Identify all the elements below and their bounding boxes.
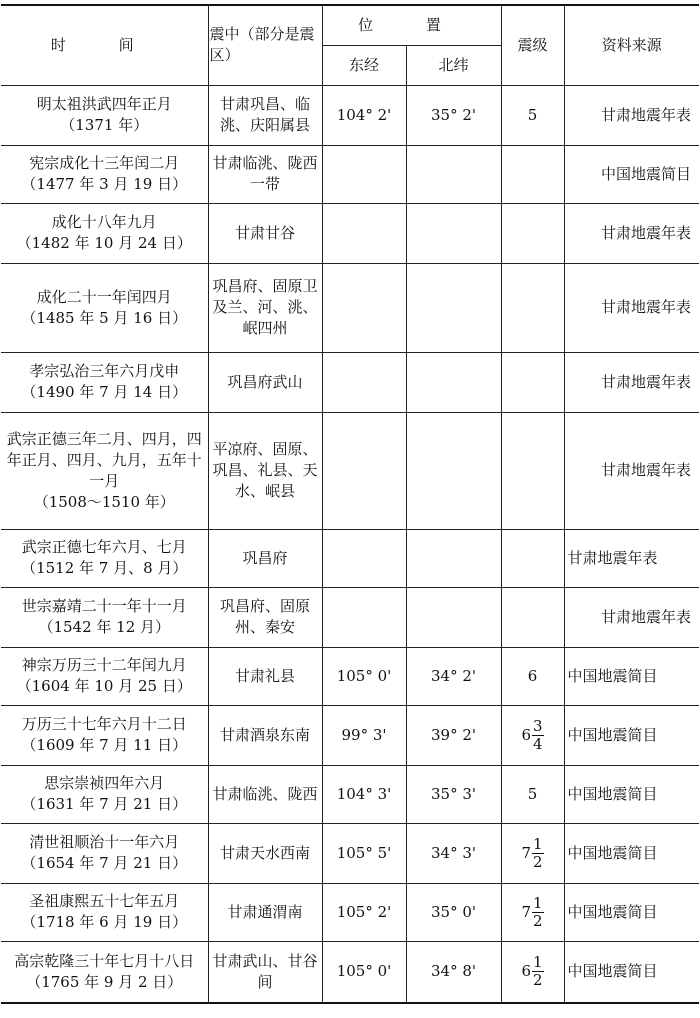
magnitude-cell [501,647,564,705]
table-row [1,765,699,823]
time-date: （1609 年 7 月 11 日） [21,736,188,754]
time-date: （1485 年 5 月 16 日） [21,308,188,327]
source-cell: 中国地震简目 [564,705,699,765]
header-time: 时 间 [1,5,208,85]
time-date: （1718 年 6 月 19 日） [21,913,188,931]
source-cell: 中国地震简目 [564,883,699,941]
time-reign: 世宗嘉靖二十一年十一月 [21,597,187,615]
longitude-cell [322,203,406,263]
latitude-cell [406,412,501,529]
time-reign: 高宗乾隆三十年七月十八日 [14,951,195,970]
time-cell [1,263,208,352]
source-cell: 中国地震简目 [564,145,699,203]
epicenter-cell: 甘肃天水西南 [208,823,322,883]
longitude-cell [322,352,406,412]
time-reign: 思宗崇祯四年六月 [44,774,165,792]
longitude-cell [322,412,406,529]
magnitude-cell [501,412,564,529]
latitude-cell [406,529,501,587]
time-date: （1508～1510 年） [33,492,175,511]
time-reign: 清世祖顺治十一年六月 [29,833,180,851]
epicenter-cell: 巩昌府武山 [208,352,322,412]
epicenter-cell: 甘肃礼县 [208,647,322,705]
time-reign: 神宗万历三十二年闰九月 [21,656,187,674]
table-row [1,412,699,529]
latitude-cell: 35° 0' [406,883,501,941]
latitude-cell [406,203,501,263]
magnitude-fraction [532,954,544,989]
fraction-numerator: 1 [533,834,543,853]
time-reign: 孝宗弘治三年六月戊申 [29,362,180,380]
magnitude-cell [501,587,564,647]
time-date: （1477 年 3 月 19 日） [21,175,188,193]
table-row [1,883,699,941]
magnitude-whole: 5 [527,784,538,803]
magnitude-cell [501,85,564,145]
table-row [1,145,699,203]
epicenter-cell: 甘肃甘谷 [208,203,322,263]
source-cell: 甘肃地震年表 [564,203,699,263]
fraction-denominator: 2 [533,911,543,930]
header-epicenter: 震中（部分是震区） [208,5,322,85]
time-date: （1604 年 10 月 25 日） [16,677,192,695]
magnitude-cell [501,705,564,765]
longitude-cell [322,145,406,203]
header-source: 资料来源 [564,5,699,85]
time-date: （1512 年 7 月、8 月） [21,559,188,577]
epicenter-cell: 甘肃武山、甘谷间 [208,941,322,1003]
time-cell [1,85,208,145]
epicenter-cell: 巩昌府 [208,529,322,587]
table-row [1,587,699,647]
time-cell [1,647,208,705]
magnitude-value [521,954,543,989]
time-reign: 宪宗成化十三年闰二月 [29,154,180,172]
time-cell [1,883,208,941]
source-cell: 甘肃地震年表 [564,529,699,587]
latitude-cell [406,145,501,203]
time-cell [1,705,208,765]
time-date: （1631 年 7 月 21 日） [21,795,188,813]
longitude-cell [322,587,406,647]
table-row [1,647,699,705]
table-row [1,823,699,883]
header-longitude: 东经 [322,45,406,85]
table-row [1,203,699,263]
magnitude-whole: 7 [521,902,531,921]
longitude-cell: 104° 2' [322,85,406,145]
source-cell: 中国地震简目 [564,647,699,705]
latitude-cell: 39° 2' [406,705,501,765]
time-cell [1,587,208,647]
magnitude-cell [501,145,564,203]
magnitude-fraction [532,718,544,753]
table-row [1,705,699,765]
time-cell [1,823,208,883]
magnitude-whole: 5 [527,105,538,124]
source-cell: 甘肃地震年表 [564,587,699,647]
epicenter-cell: 甘肃通渭南 [208,883,322,941]
latitude-cell: 34° 3' [406,823,501,883]
latitude-cell: 35° 3' [406,765,501,823]
source-cell: 中国地震简目 [564,765,699,823]
magnitude-cell [501,941,564,1003]
table-row [1,263,699,352]
time-cell [1,352,208,412]
magnitude-cell [501,352,564,412]
magnitude-whole: 6 [521,725,531,744]
time-reign: 武宗正德七年六月、七月 [21,538,187,556]
time-cell [1,145,208,203]
magnitude-whole: 7 [521,843,531,862]
magnitude-whole: 6 [521,962,531,981]
time-cell [1,941,208,1003]
longitude-cell: 104° 3' [322,765,406,823]
magnitude-value [521,895,543,930]
source-cell: 中国地震简目 [564,823,699,883]
source-cell: 甘肃地震年表 [564,85,699,145]
magnitude-cell [501,263,564,352]
header-latitude: 北纬 [406,45,501,85]
table-row [1,941,699,1003]
fraction-numerator: 1 [533,953,543,972]
longitude-cell: 99° 3' [322,705,406,765]
longitude-cell [322,529,406,587]
time-cell [1,765,208,823]
magnitude-value [528,105,538,126]
time-date: （1490 年 7 月 14 日） [21,383,188,401]
table-row [1,529,699,587]
source-cell: 甘肃地震年表 [564,263,699,352]
magnitude-cell [501,823,564,883]
epicenter-cell: 甘肃巩昌、临洮、庆阳属县 [208,85,322,145]
magnitude-fraction [532,895,544,930]
longitude-cell: 105° 5' [322,823,406,883]
latitude-cell [406,352,501,412]
time-cell [1,529,208,587]
latitude-cell [406,263,501,352]
epicenter-cell: 巩昌府、固原州、秦安 [208,587,322,647]
magnitude-fraction [532,836,544,871]
table-row [1,352,699,412]
magnitude-value [521,718,543,753]
time-date: （1654 年 7 月 21 日） [21,854,188,872]
magnitude-cell [501,883,564,941]
latitude-cell: 34° 8' [406,941,501,1003]
epicenter-cell: 平凉府、固原、巩昌、礼县、天水、岷县 [208,412,322,529]
source-cell: 甘肃地震年表 [564,352,699,412]
epicenter-cell: 甘肃酒泉东南 [208,705,322,765]
epicenter-cell: 甘肃临洮、陇西 [208,765,322,823]
earthquake-table [1,4,699,1004]
table-row [1,85,699,145]
magnitude-cell [501,529,564,587]
header-position: 位 置 [322,5,501,45]
time-date: （1542 年 12 月） [38,618,171,636]
fraction-denominator: 2 [533,971,543,990]
epicenter-cell: 甘肃临洮、陇西一带 [208,145,322,203]
epicenter-cell: 巩昌府、固原卫及兰、河、洮、岷四州 [208,263,322,352]
longitude-cell [322,263,406,352]
time-cell [1,412,208,529]
latitude-cell [406,587,501,647]
time-reign: 圣祖康熙五十七年五月 [29,892,180,910]
magnitude-whole: 6 [527,666,538,685]
fraction-denominator: 4 [533,734,543,753]
time-cell [1,203,208,263]
magnitude-value [528,666,538,687]
time-reign: 成化二十一年闰四月 [36,287,172,306]
table-body [1,85,699,1003]
magnitude-value [528,784,538,805]
time-reign: 万历三十七年六月十二日 [21,715,187,733]
magnitude-cell [501,765,564,823]
fraction-numerator: 1 [533,893,543,912]
header-magnitude: 震级 [501,5,564,85]
time-reign: 武宗正德三年二月、四月，四年正月、四月、九月，五年十一月 [6,429,202,490]
time-reign: 成化十八年九月 [51,213,157,231]
latitude-cell: 35° 2' [406,85,501,145]
source-cell: 中国地震简目 [564,941,699,1003]
magnitude-value [521,836,543,871]
time-date: （1482 年 10 月 24 日） [16,234,192,252]
longitude-cell: 105° 2' [322,883,406,941]
fraction-numerator: 3 [533,716,543,735]
longitude-cell: 105° 0' [322,941,406,1003]
magnitude-cell [501,203,564,263]
fraction-denominator: 2 [533,852,543,871]
latitude-cell: 34° 2' [406,647,501,705]
source-cell: 甘肃地震年表 [564,412,699,529]
time-reign: 明太祖洪武四年正月 [36,95,172,113]
time-date: （1765 年 9 月 2 日） [26,972,183,991]
longitude-cell: 105° 0' [322,647,406,705]
time-date: （1371 年） [60,116,149,134]
